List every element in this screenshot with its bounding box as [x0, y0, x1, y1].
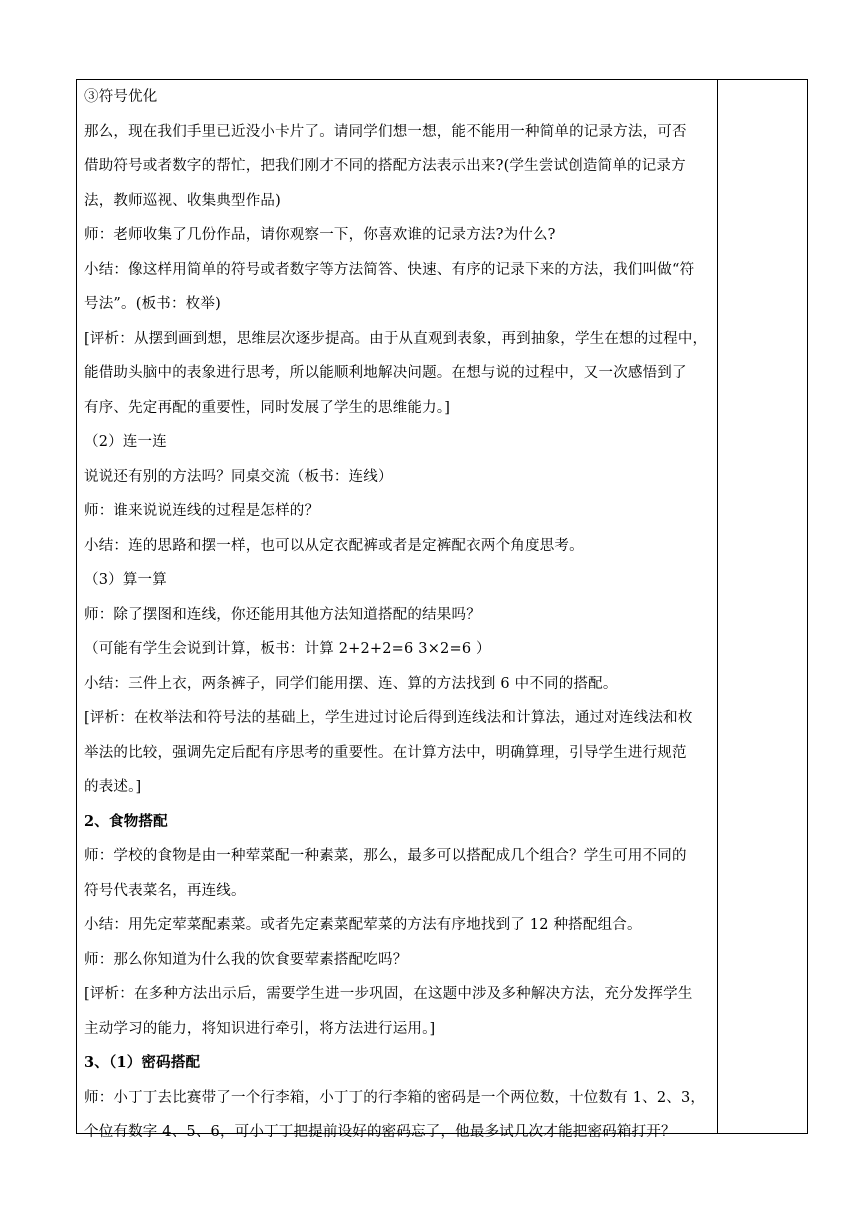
text-line: 师：老师收集了几份作品，请你观察一下，你喜欢谁的记录方法?为什么? [84, 227, 556, 243]
text-line: （2）连一连 [84, 434, 167, 450]
text-line: （3）算一算 [84, 572, 167, 588]
notes-cell [718, 80, 807, 1133]
text-line: （可能有学生会说到计算，板书：计算 2+2+2=6 3×2=6 ） [84, 641, 491, 657]
lesson-table [76, 79, 808, 1140]
text-line: 师：谁来说说连线的过程是怎样的？ [84, 503, 320, 519]
text-line: 小结：连的思路和摆一样，也可以从定衣配裤或者是定裤配衣两个角度思考。 [84, 537, 584, 554]
text-line: 符号代表菜名，再连线。 [84, 882, 246, 899]
text-line: 号法”。(板书：枚举) [84, 296, 221, 312]
text-line: [评析：在枚举法和符号法的基础上，学生进过讨论后得到连线法和计算法，通过对连线法和枚 [84, 710, 693, 726]
text-line: 小结：三件上衣，两条裤子，同学们能用摆、连、算的方法找到 6 中不同的搭配。 [84, 675, 618, 692]
text-line: 说说还有别的方法吗？同桌交流（板书：连线） [84, 468, 393, 485]
text-line: 小结：像这样用简单的符号或者数字等方法简答、快速、有序的记录下来的方法，我们叫做“符 [84, 261, 695, 278]
text-line: 师：学校的食物是由一种荤菜配一种素菜，那么，最多可以搭配成几个组合？学生可用不同的 [84, 848, 687, 864]
lesson-content-cell [84, 80, 714, 1150]
text-line: 借助符号或者数字的帮忙，把我们刚才不同的搭配方法表示出来?(学生尝试创造简单的记录方 [84, 158, 686, 174]
text-line: 小结：用先定荤菜配素菜。或者先定素菜配荤菜的方法有序地找到了 12 种搭配组合。 [84, 917, 642, 933]
text-line: 能借助头脑中的表象进行思考，所以能顺利地解决问题。在想与说的过程中，又一次感悟到了 [84, 365, 687, 381]
text-line: 主动学习的能力，将知识进行牵引，将方法进行运用。] [84, 1020, 436, 1037]
text-line: 法，教师巡视、收集典型作品) [84, 192, 281, 209]
text-line: 师：那么你知道为什么我的饮食要荤素搭配吃吗？ [84, 951, 408, 968]
text-line: 有序、先定再配的重要性，同时发展了学生的思维能力。] [84, 399, 451, 416]
text-line: 师：小丁丁去比赛带了一个行李箱，小丁丁的行李箱的密码是一个两位数，十位数有 1、2、3， [84, 1089, 706, 1106]
section-heading: 3、（1）密码搭配 [84, 1054, 201, 1071]
text-line: 的表述。] [84, 779, 142, 795]
text-line: 举法的比较，强调先定后配有序思考的重要性。在计算方法中，明确算理，引导学生进行规范 [84, 744, 687, 761]
text-line: 个位有数字 4、5、6，可小丁丁把提前设好的密码忘了，他最多试几次才能把密码箱打开？ [84, 1124, 676, 1140]
text-line: 师：除了摆图和连线，你还能用其他方法知道搭配的结果吗？ [84, 606, 481, 623]
section-heading: 2、食物搭配 [84, 812, 168, 830]
text-line: [评析：从摆到画到想，思维层次逐步提高。由于从直观到表象，再到抽象，学生在想的过程中， [84, 330, 708, 347]
text-line: [评析：在多种方法出示后，需要学生进一步巩固，在这题中涉及多种解决方法，充分发挥学生 [84, 986, 693, 1002]
text-line: ③符号优化 [84, 89, 158, 105]
text-line: 那么，现在我们手里已近没小卡片了。请同学们想一想，能不能用一种简单的记录方法，可否 [84, 123, 687, 140]
